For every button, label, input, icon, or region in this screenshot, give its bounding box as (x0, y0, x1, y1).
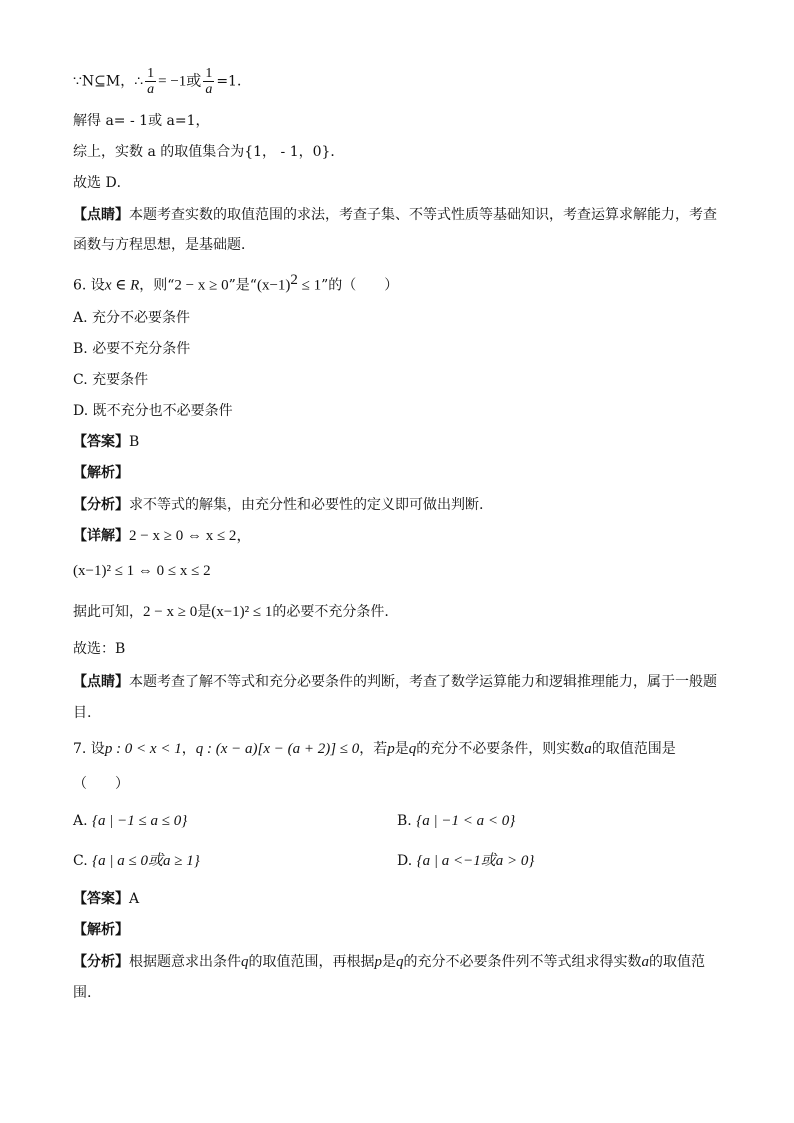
answer-tag: 【答案】 (73, 891, 129, 907)
text-segment: =1． (216, 73, 251, 90)
text-segment: 是 (197, 604, 212, 620)
option-value: {a | a ≤ 0或a ≥ 1} (92, 853, 200, 869)
math-expr: (x−1) (256, 277, 291, 294)
comment-text: 本题考查实数的取值范围的求法，考查子集、不等式性质等基础知识，考查运算求解能力，考查 (129, 207, 717, 223)
text-segment: ， (181, 741, 196, 757)
math-var: p (374, 954, 382, 970)
text-segment: 的充分不必要条件，则实数 (416, 741, 585, 757)
math-expr: 2 − x ≥ 0 (143, 604, 198, 620)
math-expr: q : (x − a)[x − (a + 2)] ≤ 0 (195, 741, 360, 757)
q7-answer-line (73, 890, 139, 908)
comment-line (73, 673, 717, 691)
fraction (203, 66, 214, 97)
comment-tag: 【点睛】 (73, 674, 129, 690)
option-label: B. (397, 813, 412, 829)
conclusion-line (73, 603, 389, 621)
text-segment: 的必要不充分条件. (272, 604, 389, 620)
choose-line: 故选：B (73, 641, 126, 657)
analysis-label: 【分析】 (73, 497, 129, 513)
option-a: A. 充分不必要条件 (73, 310, 191, 326)
line-subset-condition (73, 66, 251, 97)
analysis-label: 【分析】 (73, 954, 129, 970)
math-var: a (584, 741, 592, 757)
fraction (145, 66, 156, 97)
math-expr: x ∈ R (104, 277, 140, 294)
text-segment: ”是“ (228, 277, 257, 294)
q7-analysis-cont: 围. (73, 985, 92, 1001)
numerator: 1 (205, 66, 213, 81)
line-comment (73, 206, 717, 224)
detail-label: 【详解】 (73, 528, 129, 544)
analysis-tag: 【解析】 (73, 465, 129, 481)
text-segment: ”的（ ） (321, 277, 399, 294)
text-segment: 的取值范围是 (591, 741, 676, 757)
line-conclusion: 综上，实数 a 的取值集合为{1， - 1，0}． (73, 144, 345, 160)
q7-option-b (397, 812, 515, 830)
option-label: A. (73, 813, 88, 829)
math-expr: 2 − x ≥ 0 ⇔ x ≤ 2， (129, 528, 252, 544)
detail-step-2: (x−1)² ≤ 1 ⇔ 0 ≤ x ≤ 2 (73, 563, 211, 579)
text-segment: = −1或 (158, 73, 202, 90)
text-segment: ∵N⊆M，∴ (73, 73, 144, 90)
option-value: {a | a <−1或a > 0} (416, 853, 535, 869)
answer-value: A (129, 891, 140, 907)
math-expr: 2 − x ≥ 0 (174, 277, 229, 294)
text-segment: ，则“ (139, 277, 175, 294)
text-segment: 7. 设 (73, 741, 105, 757)
answer-line (73, 433, 139, 451)
option-c: C. 充要条件 (73, 372, 149, 388)
text-segment: 的充分不必要条件列不等式组求得实数 (403, 954, 642, 970)
exponent: 2 (290, 272, 298, 288)
detail-line (73, 527, 251, 545)
option-value: {a | −1 ≤ a ≤ 0} (92, 813, 188, 829)
option-value: {a | −1 < a < 0} (416, 813, 516, 829)
comment-tag: 【点睛】 (73, 207, 129, 223)
text-segment: ，若 (359, 741, 388, 757)
math-var: q (396, 954, 404, 970)
text-segment: 是 (394, 741, 409, 757)
math-var: q (241, 954, 249, 970)
comment-text: 本题考查了解不等式和充分必要条件的判断，考查了数学运算能力和逻辑推理能力，属于一般题 (129, 674, 717, 690)
numerator: 1 (147, 66, 155, 81)
math-expr: p : 0 < x < 1 (104, 741, 182, 757)
q7-option-c (73, 852, 200, 870)
q7-option-a (73, 812, 187, 830)
math-expr: ≤ 1 (297, 277, 322, 294)
question-6-stem (73, 271, 398, 295)
denominator: a (205, 82, 213, 97)
option-b: B. 必要不充分条件 (73, 341, 191, 357)
math-var: p (387, 741, 395, 757)
math-var: q (408, 741, 417, 757)
answer-value: B (129, 434, 140, 450)
text-segment: 据此可知， (73, 604, 143, 620)
answer-tag: 【答案】 (73, 434, 129, 450)
line-comment-cont: 函数与方程思想，是基础题． (73, 237, 255, 253)
q7-option-d (397, 852, 534, 870)
q7-analysis-line (73, 953, 705, 971)
math-expr: (x−1)² ≤ 1 (211, 604, 273, 620)
question-7-stem (73, 740, 676, 758)
denominator: a (147, 82, 155, 97)
line-choose: 故选 D． (73, 175, 131, 191)
analysis-text: 求不等式的解集，由充分性和必要性的定义即可做出判断. (129, 497, 484, 513)
math-var: a (641, 954, 649, 970)
option-d: D. 既不充分也不必要条件 (73, 403, 233, 419)
option-label: D. (397, 853, 413, 869)
text-segment: 根据题意求出条件 (129, 954, 241, 970)
comment-cont: 目. (73, 705, 92, 721)
line-solve: 解得 a= - 1或 a=1， (73, 113, 210, 129)
text-segment: 的取值范 (649, 954, 705, 970)
q7-analysis-tag: 【解析】 (73, 922, 129, 938)
option-label: C. (73, 853, 88, 869)
question-7-paren: （ ） (73, 776, 129, 792)
text-segment: 是 (382, 954, 396, 970)
text-segment: 的取值范围，再根据 (248, 954, 375, 970)
analysis-line (73, 496, 483, 514)
text-segment: 6. 设 (73, 277, 105, 294)
